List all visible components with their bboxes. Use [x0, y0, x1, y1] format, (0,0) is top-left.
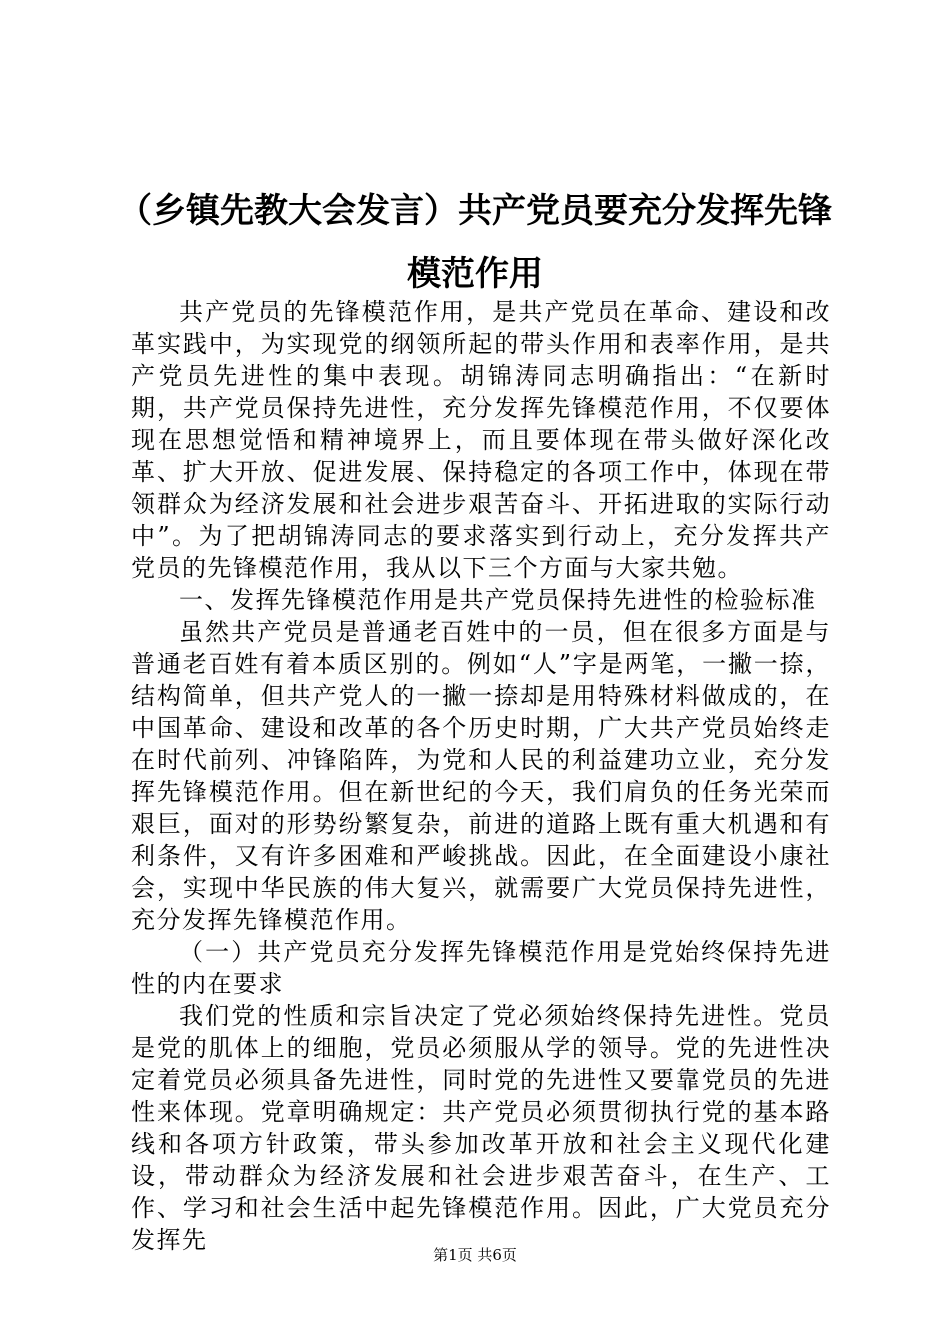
paragraph-section-1: 虽然共产党员是普通老百姓中的一员，但在很多方面是与普通老百姓有着本质区别的。例如“人”字是两笔，一撇一捺，结构简单，但共产党人的一撇一捺却是用特殊材料做成的，在中国革命、建设和改革的各个历史时期，广大共产党员始终走在时代前列、冲锋陷阵，为党和人民的利益建功立业，充分发挥先锋模范作用。但在新世纪的今天，我们肩负的任务光荣而艰巨，面对的形势纷繁复杂，前进的道路上既有重大机遇和有利条件，又有许多困难和严峻挑战。因此，在全面建设小康社会，实现中华民族的伟大复兴，就需要广大党员保持先进性，充分发挥先锋模范作用。 — [131, 618, 831, 934]
paragraph-intro: 共产党员的先锋模范作用，是共产党员在革命、建设和改革实践中，为实现党的纲领所起的带头作用和表率作用，是共产党员先进性的集中表现。胡锦涛同志明确指出：“在新时期，共产党员保持先进性，充分发挥先锋模范作用，不仅要体现在思想觉悟和精神境界上，而且要体现在带头做好深化改革、扩大开放、促进发展、保持稳定的各项工作中，体现在带领群众为经济发展和社会进步艰苦奋斗、开拓进取的实际行动中”。为了把胡锦涛同志的要求落实到行动上，充分发挥共产党员的先锋模范作用，我从以下三个方面与大家共勉。 — [131, 298, 831, 582]
subsection-heading-1: （一）共产党员充分发挥先锋模范作用是党始终保持先进性的内在要求 — [131, 938, 831, 998]
section-heading-1: 一、发挥先锋模范作用是共产党员保持先进性的检验标准 — [179, 586, 817, 614]
document-title: （乡镇先教大会发言）共产党员要充分发挥先锋模范作用 — [118, 191, 832, 294]
document-body — [131, 296, 831, 1256]
page-footer — [0, 1245, 950, 1265]
page-indicator: 第1页 共6页 — [433, 1246, 517, 1264]
paragraph-subsection-1: 我们党的性质和宗旨决定了党必须始终保持先进性。党员是党的肌体上的细胞，党员必须服从学的领导。党的先进性决定着党员必须具备先进性，同时党的先进性又要靠党员的先进性来体现。党章明确规定：共产党员必须贯彻执行党的基本路线和各项方针政策，带头参加改革开放和社会主义现代化建设，带动群众为经济发展和社会进步艰苦奋斗，在生产、工作、学习和社会生活中起先锋模范作用。因此，广大党员充分发挥先 — [131, 1002, 831, 1254]
